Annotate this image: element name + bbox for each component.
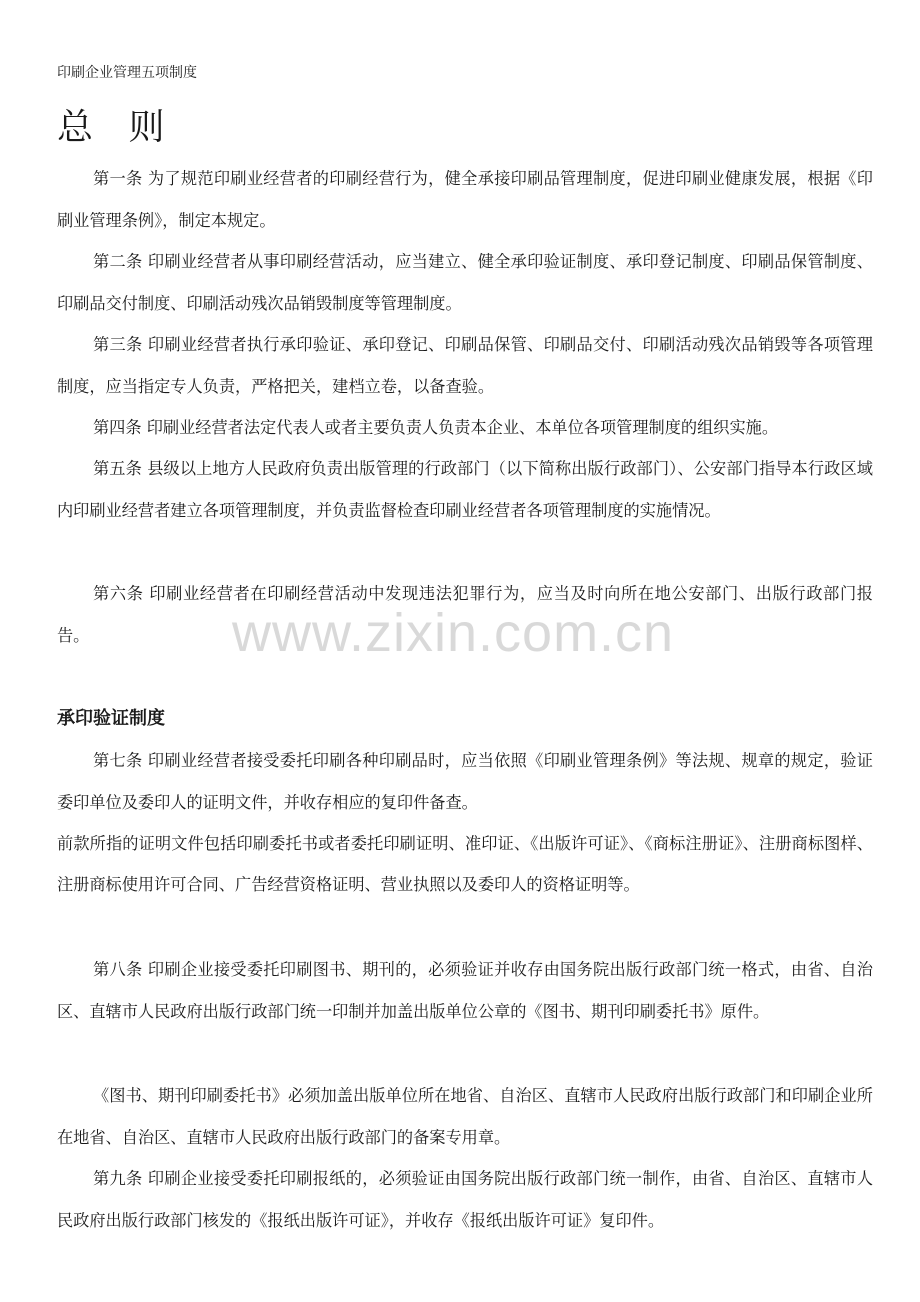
article-7: 第七条 印刷业经营者接受委托印刷各种印刷品时，应当依照《印刷业管理条例》等法规、规章的规定，验证委印单位及委印人的证明文件，并收存相应的复印件备查。	[57, 751, 873, 812]
article-3: 第三条 印刷业经营者执行承印验证、承印登记、印刷品保管、印刷品交付、印刷活动残次品销毁等各项管理制度，应当指定专人负责，严格把关，建档立卷，以备查验。	[57, 335, 873, 396]
article-7-note: 前款所指的证明文件包括印刷委托书或者委托印刷证明、准印证、《出版许可证》、《商标注册证》、注册商标图样、注册商标使用许可合同、广告经营资格证明、营业执照以及委印人的资格证明等。	[57, 834, 873, 894]
section-title-verification: 承印验证制度	[57, 708, 165, 729]
article-2: 第二条 印刷业经营者从事印刷经营活动，应当建立、健全承印验证制度、承印登记制度、印刷品保管制度、印刷品交付制度、印刷活动残次品销毁制度等管理制度。	[57, 252, 873, 313]
document-header-title: 印刷企业管理五项制度	[57, 65, 197, 81]
article-1: 第一条 为了规范印刷业经营者的印刷经营行为，健全承接印刷品管理制度，促进印刷业健康发展，根据《印刷业管理条例》，制定本规定。	[57, 169, 873, 230]
watermark-text: www.zixin.com.cn	[232, 603, 675, 663]
article-5: 第五条 县级以上地方人民政府负责出版管理的行政部门（以下简称出版行政部门）、公安部门指导本行政区域内印刷业经营者建立各项管理制度，并负责监督检查印刷业经营者各项管理制度的实施情况。	[57, 459, 873, 520]
article-6: 第六条 印刷业经营者在印刷经营活动中发现违法犯罪行为，应当及时向所在地公安部门、出版行政部门报告。	[57, 584, 873, 645]
article-8: 第八条 印刷企业接受委托印刷图书、期刊的，必须验证并收存由国务院出版行政部门统一格式，由省、自治区、直辖市人民政府出版行政部门统一印制并加盖出版单位公章的《图书、期刊印刷委托书》原件。	[57, 960, 873, 1021]
article-4: 第四条 印刷业经营者法定代表人或者主要负责人负责本企业、本单位各项管理制度的组织实施。	[93, 418, 779, 437]
article-9: 第九条 印刷企业接受委托印刷报纸的，必须验证由国务院出版行政部门统一制作，由省、自治区、直辖市人民政府出版行政部门核发的《报纸出版许可证》，并收存《报纸出版许可证》复印件。	[57, 1169, 873, 1230]
section-title-general: 总 则	[57, 107, 177, 148]
article-8-note: 《图书、期刊印刷委托书》必须加盖出版单位所在地省、自治区、直辖市人民政府出版行政部门和印刷企业所在地省、自治区、直辖市人民政府出版行政部门的备案专用章。	[57, 1086, 873, 1147]
